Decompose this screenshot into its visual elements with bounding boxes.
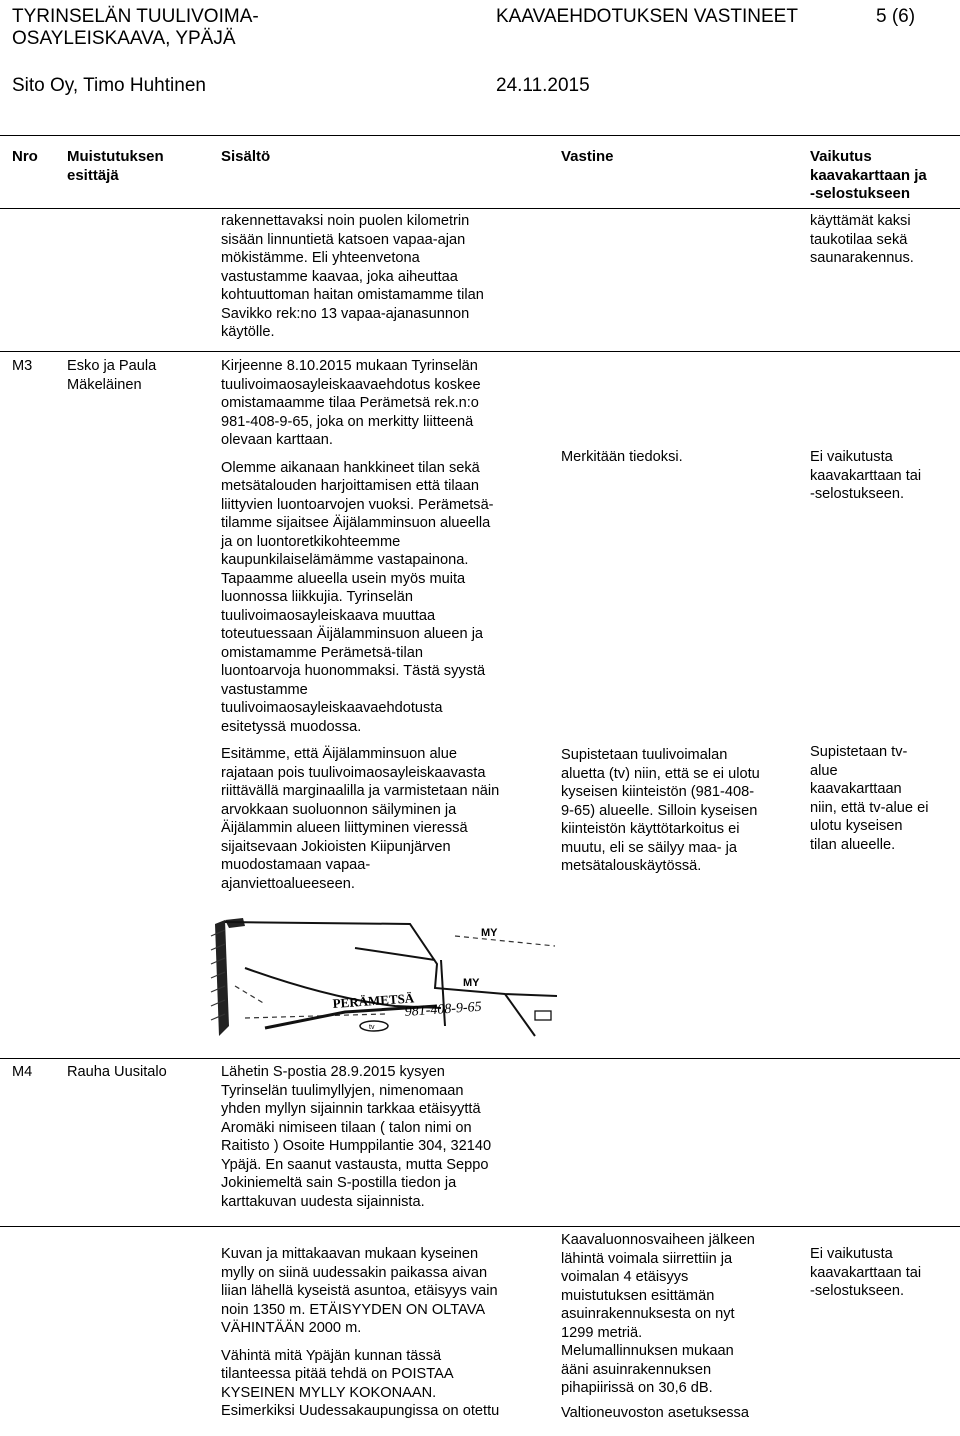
map-symbol-box — [535, 1011, 551, 1020]
project-title-line2: OSAYLEISKAAVA, YPÄJÄ — [12, 28, 236, 49]
row-divider-m4 — [0, 1058, 960, 1059]
project-title-line1: TYRINSELÄN TUULIVOIMA- — [12, 6, 259, 27]
author: Sito Oy, Timo Huhtinen — [12, 75, 206, 96]
row-m3-content — [221, 357, 553, 893]
row-m4-content-1: Lähetin S-postia 28.9.2015 kysyen Tyrinselän tuulimyllyjen, nimenomaan yhden myllyn sijainnin tarkkaa etäisyyttä Aromäki nimiseen tilaan ( talon nimi on Raitisto ) Osoite Humppilantie 304, 32140 Ypäjä. En saanut vastausta, mutta Seppo Jokiniemeltä sain S-postilla tiedon ja karttakuvan uudesta sijainnista. — [221, 1064, 492, 1210]
row-m3-paragraph-1: Kirjeenne 8.10.2015 mukaan Tyrinselän tuulivoimaosayleiskaavaehdotus koskee omistamaamme tilaa Perämetsä rek.n:o 981-408-9-65, joka on merkitty liitteenä olevaan karttaan. — [221, 358, 481, 448]
row-m4-presenter: Rauha Uusitalo — [67, 1064, 167, 1080]
column-header-nro: Nro — [12, 148, 38, 165]
document-date: 24.11.2015 — [496, 75, 590, 96]
row-m3-presenter: Esko ja Paula Mäkeläinen — [67, 358, 157, 393]
row-m4-paragraph-3: Vähintä mitä Ypäjän kunnan tässä tilanteessa pitää tehdä on POISTAA KYSEINEN MYLLY KOKONAAN. Esimerkiksi Uudessakaupungissa on otettu — [221, 1347, 500, 1419]
column-header-response: Vastine — [561, 148, 614, 165]
document-title: KAAVAEHDOTUKSEN VASTINEET — [496, 6, 798, 27]
row-m4-content-2 — [221, 1245, 553, 1421]
row-m4-effect: Ei vaikutusta kaavakarttaan tai -selostukseen. — [810, 1246, 922, 1299]
map-label-property-number: 981-408-9-65 — [404, 999, 483, 1020]
row-m3-effect-1: Ei vaikutusta kaavakarttaan tai -selostukseen. — [810, 449, 922, 502]
row-m4-paragraph-2: Kuvan ja mittakaavan mukaan kyseinen mylly on siinä uudessakin paikassa aivan liian lähellä kyseistä asuntoa, etäisyys vain noin 1350 m. ETÄISYYDEN ON OLTAVA VÄHINTÄÄN 2000 m. — [221, 1246, 498, 1336]
row-m3-response-2: Supistetaan tuulivoimalan aluetta (tv) niin, että se ei ulotu kyseisen kiinteistön (981-408- 9-65) alueelle. Silloin kyseisen kiinteistön käyttötarkoitus ei muutu, eli se säilyy maa- ja metsätalouskäytössä. — [561, 747, 760, 874]
row-divider-m3 — [0, 351, 960, 352]
row-m3-paragraph-2: Olemme aikanaan hankkineet tilan sekä metsätalouden harjoittamisen että tilaan liittyvien luontoarvojen vuoksi. Perämetsä- tilamme sijaitsee Äijälamminsuon alueella ja on luontoretkikohteemme kaupunkilaiselämämme vastapainona. Tapaamme alueella usein myös muita luonnossa liikkujia. Tyrinselän tuulivoimaosayleiskaava muuttaa toteutuessaan Äijälamminsuon alueen ja omistamamme Perämetsä-tilan luontoarvoja huonommaksi. Tästä syystä vastustamme tuulivoimaosayleiskaavaehdotusta esitetyssä muodossa. — [221, 459, 494, 735]
page-number: 5 (6) — [876, 6, 916, 27]
row-m3-response-1: Merkitään tiedoksi. — [561, 449, 683, 465]
property-map-excerpt — [205, 916, 557, 1041]
map-label-property-name: PERÄMETSÄ — [332, 990, 415, 1011]
row-m3-number: M3 — [12, 358, 33, 374]
row-m3-paragraph-3: Esitämme, että Äijälamminsuon alue rajataan pois tuulivoimaosayleiskaavasta riittävällä marginaalilla ja varmistetaan näin arvokkaan suoluonnon säilyminen ja Äijälammin alueen liittyminen vieressä sijaitsevaan Jokioisten Kiipunjärven muodostamaan vapaa- ajanviettoalueeseen. — [221, 746, 500, 892]
column-header-effect: Vaikutus kaavakarttaan ja -selostukseen — [810, 148, 927, 202]
row-m4-number: M4 — [12, 1064, 33, 1080]
column-header-content: Sisältö — [221, 148, 271, 165]
map-label-tv: tv — [369, 1024, 375, 1031]
table-top-rule — [0, 135, 960, 136]
continued-row-content: rakennettavaksi noin puolen kilometrin sisään linnuntietä katsoen vapaa-ajan mökistämme. Eli yhteenvetona vastustamme kaavaa, joka aiheuttaa kohtuuttoman haitan omistamamme tilan Savikko rek:no 13 vapaa-ajanasunnon käytölle. — [221, 213, 484, 340]
row-m4-response: Kaavaluonnosvaiheen jälkeen lähintä voimala siirrettiin ja voimalan 4 etäisyys muistutuksen esittämän asuinrakennuksesta on nyt 1299 metriä. Melumallinnuksen mukaan ääni asuinrakennuksen pihapiirissä on 30,6 dB. Valtioneuvoston asetuksessa — [561, 1232, 755, 1421]
row-divider-m4-continued — [0, 1226, 960, 1227]
map-label-my-1: MY — [481, 927, 498, 939]
column-header-presenter: Muistutuksen esittäjä — [67, 148, 164, 184]
map-label-my-2: MY — [463, 977, 480, 989]
row-m3-effect-2: Supistetaan tv- alue kaavakarttaan niin, että tv-alue ei ulotu kyseisen tilan alueelle. — [810, 744, 929, 853]
continued-row-effect: käyttämät kaksi taukotilaa sekä saunarakennus. — [810, 213, 914, 266]
table-header-rule — [0, 208, 960, 209]
